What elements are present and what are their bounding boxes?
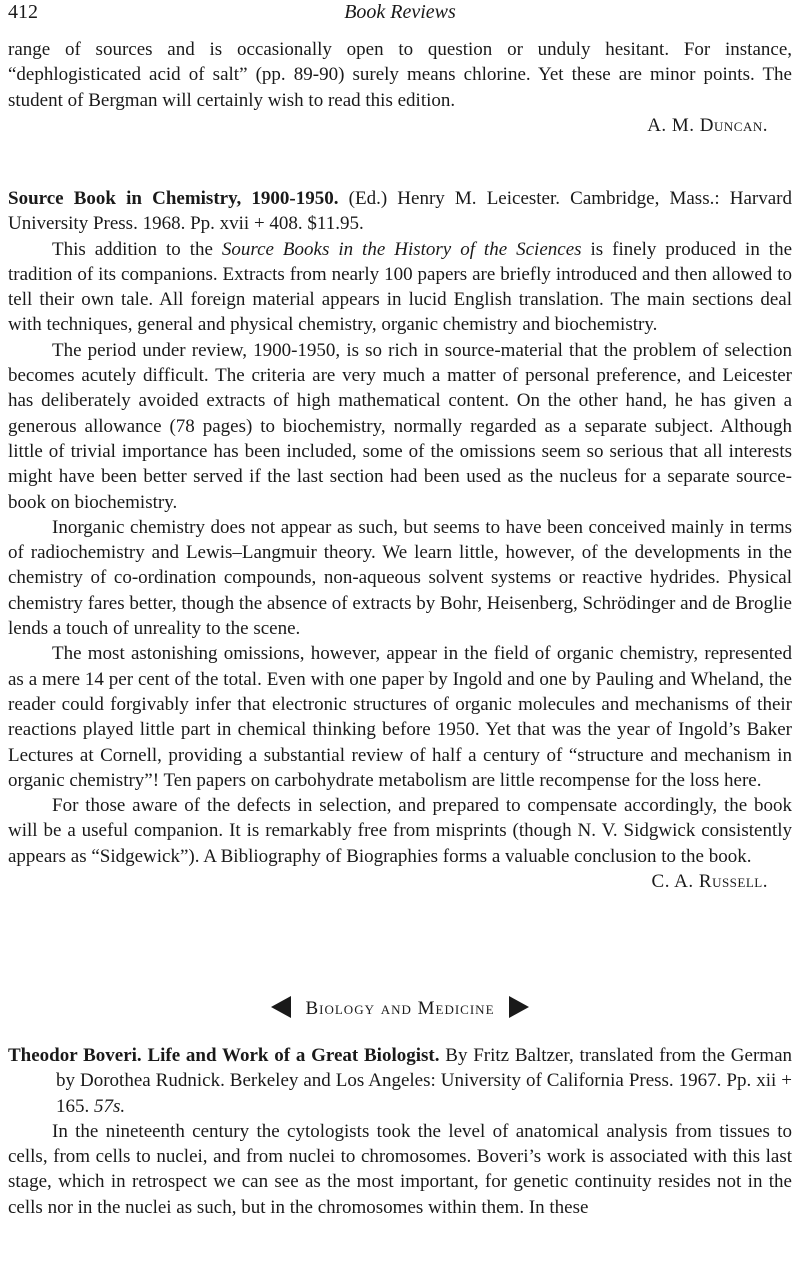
book-citation: By Fritz Baltzer, translated from the German by Dorothea Rudnick. Berkeley and Los Angeles: University of California Press. 1967. Pp. xii + 165. — [56, 1045, 793, 1117]
section-heading — [0, 994, 800, 1024]
book-title: Theodor Boveri. Life and Work of a Great Biologist. — [8, 1045, 440, 1066]
paragraph: Inorganic chemistry does not appear as such, but seems to have been conceived mainly in terms of radiochemistry and Lewis–Langmuir theory. We learn little, however, of the developments in the chemistry of co-ordination compounds, non-aqueous solvent systems or reactive hydrides. Physical chemistry fares better, though the absence of extracts by Bohr, Heisenberg, Schrödinger and de Broglie lends a touch of unreality to the scene. — [8, 516, 792, 640]
previous-reviewer: A. M. Duncan. — [647, 114, 768, 136]
previous-review-text: range of sources and is occasionally open to question or unduly hesitant. For instance, “dephlogisticated acid of salt” (pp. 89-90) surely means chlorine. Yet these are minor points. The student of Bergman will certainly wish to read this edition. — [8, 39, 792, 111]
paragraph: The most astonishing omissions, however, appear in the field of organic chemistry, represented as a mere 14 per cent of the total. Even with one paper by Ingold and one by Pauling and Wheland, the reader could forgivably infer that electronic structures of organic molecules and mechanisms of their reactions played little part in chemical thinking before 1950. Yet that was the year of Ingold’s Baker Lectures at Cornell, providing a substantial review of half a century of “structure and mechanism in organic chemistry”! Ten papers on carbohydrate metabolism are little recompense for the loss here. — [8, 643, 792, 791]
review-source-book-chemistry — [8, 186, 792, 894]
series-title: Source Books in the History of the Sciences — [221, 238, 582, 260]
reviewer-name: C. A. Russell. — [651, 871, 768, 893]
page-header — [8, 0, 792, 24]
review-heading — [8, 1043, 792, 1119]
book-citation: (Ed.) Henry M. Leicester. Cambridge, Mass.: Harvard University Press. 1968. Pp. xvii + 408. $11.95. — [8, 188, 792, 235]
triangle-right-icon — [509, 996, 529, 1018]
running-title: Book Reviews — [344, 1, 456, 23]
review-heading — [8, 186, 792, 237]
book-title: Source Book in Chemistry, 1900-1950. — [8, 188, 339, 209]
review-theodor-boveri — [8, 1043, 792, 1220]
previous-review-end — [8, 37, 792, 138]
paragraph — [8, 237, 792, 338]
triangle-left-icon — [271, 996, 291, 1018]
paragraph-text: This addition to the — [52, 238, 213, 260]
paragraph: The period under review, 1900-1950, is so rich in source-material that the problem of selection becomes acutely difficult. The criteria are very much a matter of personal preference, and Leicester has deliberately avoided extracts of high mathematical content. On the other hand, he has given a generous allowance (78 pages) to biochemistry, normally regarded as a separate subject. Although little of trivial importance has been included, some of the omissions seem so serious that all interests might have been better served if the last section had been used as the nucleus for a separate source-book on biochemistry. — [8, 339, 792, 513]
paragraph-text: is finely produced in the tradition of its companions. Extracts from nearly 100 papers are briefly introduced and then allowed to tell their own tale. All foreign material appears in lucid English translation. The main sections deal with techniques, general and physical chemistry, organic chemistry and biochemistry. — [8, 238, 793, 336]
section-label: Biology and Medicine — [305, 998, 495, 1019]
page-number: 412 — [8, 1, 38, 23]
paragraph: For those aware of the defects in selection, and prepared to compensate accordingly, the book will be a useful companion. It is remarkably free from misprints (though N. V. Sidgwick consistently appears as “Sidgewick”). A Bibliography of Biographies forms a valuable conclusion to the book. — [8, 795, 792, 867]
paragraph: In the nineteenth century the cytologists took the level of anatomical analysis from tissues to cells, from cells to nuclei, and from nuclei to chromosomes. Boveri’s work is associated with this last stage, which in retrospect we can see as the most important, for genetic continuity resides not in the cells nor in the nuclei as such, but in the chromosomes within them. In these — [8, 1120, 792, 1218]
book-price: 57s. — [94, 1095, 126, 1117]
